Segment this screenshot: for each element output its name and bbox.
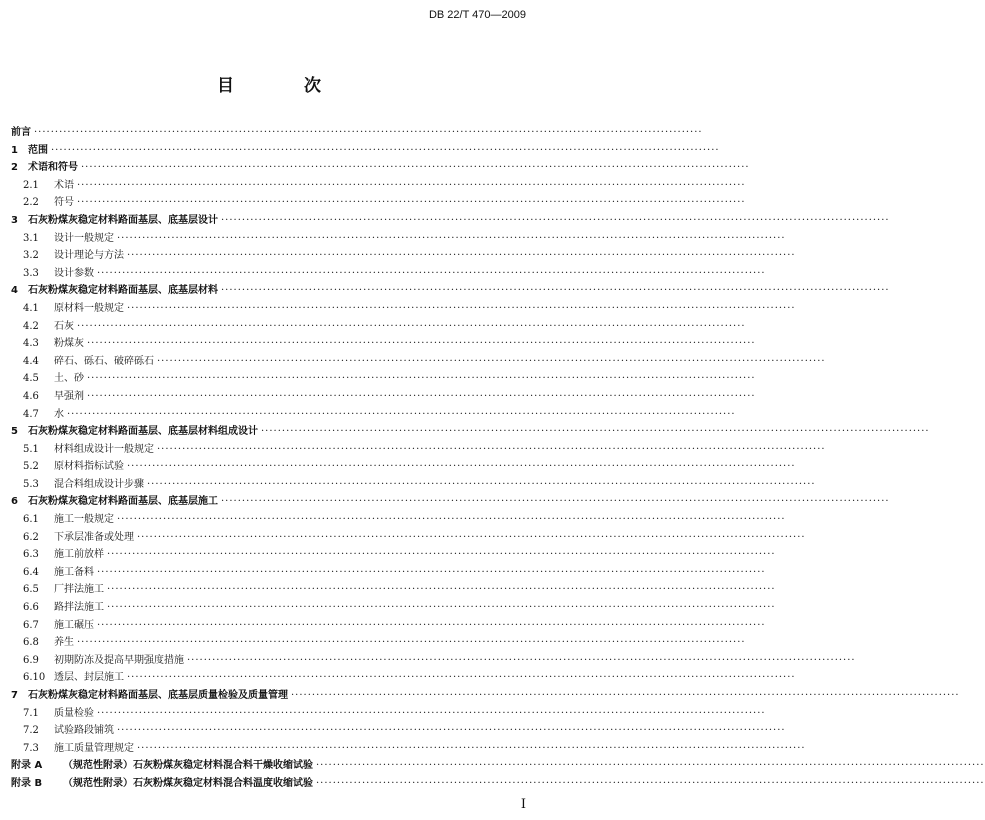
toc-entry-number: 4.1 [23, 302, 39, 314]
toc-entry-title: 设计参数 [54, 267, 94, 279]
toc-entry[interactable] [11, 406, 736, 424]
toc-entry[interactable] [11, 142, 720, 160]
toc-entry-title: 材料组成设计一般规定 [54, 443, 154, 455]
toc-leader-dots: ································································································································································ [221, 214, 890, 226]
toc-entry-number: 7.2 [23, 725, 39, 737]
toc-entry[interactable] [11, 511, 786, 529]
toc-entry-number: 7.1 [23, 707, 39, 719]
toc-entry[interactable] [11, 599, 776, 617]
toc-entry[interactable] [11, 581, 776, 599]
toc-leader-dots: ································································································································································ [81, 162, 750, 174]
toc-leader-dots: ································································································································································ [127, 461, 796, 473]
toc-entry-number: 6.10 [23, 672, 46, 684]
toc-leader-dots: ································································································································································ [221, 496, 890, 508]
toc-entry[interactable] [11, 194, 746, 212]
page-number: I [520, 797, 526, 812]
toc-entry[interactable] [11, 441, 826, 459]
toc-entry-title: 粉煤灰 [54, 338, 84, 350]
toc-entry-number: 4.3 [23, 338, 39, 350]
toc-entry[interactable] [11, 687, 960, 705]
toc-entry[interactable] [11, 370, 756, 388]
toc-entry[interactable] [11, 634, 746, 652]
toc-entry-number: 6.5 [23, 584, 39, 596]
toc-leader-dots: ································································································································································ [77, 197, 746, 209]
toc-entry-number: 6.6 [23, 602, 39, 614]
toc-leader-dots: ································································································································································ [127, 302, 796, 314]
toc-leader-dots: ································································································································································ [127, 672, 796, 684]
toc-entry-title: 石灰粉煤灰稳定材料路面基层、底基层材料 [28, 285, 218, 297]
toc-entry[interactable] [11, 476, 816, 494]
toc-entry[interactable] [11, 617, 766, 635]
toc-leader-dots: ································································································································································ [117, 725, 786, 737]
toc-entry[interactable] [11, 247, 796, 265]
toc-entry[interactable] [11, 423, 930, 441]
toc-entry-number: 3.2 [23, 250, 39, 262]
toc-leader-dots: ································································································································································ [97, 566, 766, 578]
toc-entry-number: 2.2 [23, 197, 39, 209]
toc-entry-title: 早强剂 [54, 390, 84, 402]
toc-entry-title: 原材料指标试验 [54, 461, 124, 473]
toc-entry-number: 3 [11, 214, 18, 226]
toc-entry-title: 施工前放样 [54, 549, 104, 561]
toc-entry-title: 石灰 [54, 320, 74, 332]
toc-entry-title: 术语和符号 [28, 162, 78, 174]
toc-entry-title: 水 [54, 408, 64, 420]
toc-entry[interactable] [11, 740, 806, 758]
toc-leader-dots: ································································································································································ [34, 127, 703, 138]
toc-leader-dots: ································································································································································ [127, 250, 796, 262]
toc-entry-number: 1 [11, 144, 18, 156]
toc-entry[interactable] [11, 564, 766, 582]
toc-entry[interactable] [11, 230, 786, 248]
toc-leader-dots: ································································································································································ [137, 531, 806, 543]
toc-leader-dots: ································································································································································ [291, 690, 960, 701]
toc-entry-number: 4.7 [23, 408, 39, 420]
toc-entry-number: 6.1 [23, 514, 39, 526]
toc-entry-title: 施工一般规定 [54, 514, 114, 526]
toc-entry-number: 4.2 [23, 320, 39, 332]
toc-leader-dots: ································································································································································ [147, 478, 816, 490]
toc-entry-title: 质量检验 [54, 707, 94, 719]
toc-entry[interactable] [11, 757, 985, 775]
toc-leader-dots: ································································································································································ [117, 514, 786, 526]
toc-leader-dots: ································································································································································ [87, 373, 756, 385]
toc-entry-number: 3.1 [23, 232, 39, 244]
toc-entry-title: 初期防冻及提高早期强度措施 [54, 654, 184, 666]
toc-entry[interactable] [11, 124, 703, 142]
toc-entry[interactable] [11, 282, 890, 300]
toc-entry[interactable] [11, 775, 985, 793]
toc-leader-dots: ································································································································································ [77, 179, 746, 191]
toc-entry-number: 6 [11, 496, 18, 508]
toc-entry[interactable] [11, 265, 766, 283]
toc-entry[interactable] [11, 353, 826, 371]
page-title: 目 次 [217, 76, 353, 96]
toc-entry[interactable] [11, 458, 796, 476]
toc-leader-dots: ································································································································································ [157, 443, 826, 455]
toc-entry-number: 6.2 [23, 531, 39, 543]
toc-entry[interactable] [11, 212, 890, 230]
toc-entry[interactable] [11, 652, 856, 670]
toc-entry[interactable] [11, 529, 806, 547]
toc-entry-title: 下承层准备或处理 [54, 531, 134, 543]
toc-entry[interactable] [11, 318, 746, 336]
toc-leader-dots: ································································································································································ [97, 619, 766, 631]
toc-entry-title: （规范性附录）石灰粉煤灰稳定材料混合料温度收缩试验 [63, 777, 313, 789]
toc-entry[interactable] [11, 300, 796, 318]
toc-entry[interactable] [11, 388, 756, 406]
toc-leader-dots: ································································································································································ [261, 426, 930, 438]
toc-entry-title: 设计一般规定 [54, 232, 114, 244]
toc-entry-number: 2 [11, 162, 18, 174]
toc-entry-title: 养生 [54, 637, 74, 649]
toc-entry-number: 5.1 [23, 443, 39, 455]
toc-leader-dots: ································································································································································ [137, 742, 806, 754]
toc-entry-number: 4 [11, 285, 18, 297]
toc-entry-number: 6.8 [23, 637, 39, 649]
toc-entry-number: 6.7 [23, 619, 39, 631]
toc-leader-dots: ································································································································································ [316, 777, 985, 789]
toc-entry-title: 石灰粉煤灰稳定材料路面基层、底基层设计 [28, 214, 218, 226]
toc-entry[interactable] [11, 335, 756, 353]
toc-leader-dots: ································································································································································ [221, 285, 890, 297]
toc-leader-dots: ································································································································································ [51, 144, 720, 156]
document-code: DB 22/T 470—2009 [428, 9, 526, 21]
toc-entry-title: 原材料一般规定 [54, 302, 124, 314]
toc-entry[interactable] [11, 493, 890, 511]
toc-entry[interactable] [11, 669, 796, 687]
toc-entry-number: 4.5 [23, 373, 39, 385]
toc-leader-dots: ································································································································································ [107, 549, 776, 561]
toc-entry-number: 5.3 [23, 478, 39, 490]
toc-entry-number: 6.4 [23, 566, 39, 578]
toc-entry[interactable] [11, 722, 786, 740]
toc-entry-number: 7.3 [23, 742, 39, 754]
toc-entry-title: 施工备料 [54, 566, 94, 578]
toc-entry-number: 5.2 [23, 461, 39, 473]
toc-leader-dots: ································································································································································ [157, 355, 826, 367]
toc-leader-dots: ································································································································································ [77, 637, 746, 649]
toc-entry[interactable] [11, 546, 776, 564]
toc-entry-title: 厂拌法施工 [54, 584, 104, 596]
toc-entry-title: 范围 [28, 144, 48, 156]
toc-entry-title: 混合料组成设计步骤 [54, 478, 144, 490]
toc-leader-dots: ································································································································································ [117, 232, 786, 244]
toc-leader-dots: ································································································································································ [97, 267, 766, 279]
toc-entry-title: 试验路段铺筑 [54, 725, 114, 737]
toc-leader-dots: ································································································································································ [87, 390, 756, 402]
toc-entry-title: 碎石、砾石、破碎砾石 [54, 355, 154, 367]
toc-entry-number: 3.3 [23, 267, 39, 279]
toc-entry-title: 石灰粉煤灰稳定材料路面基层、底基层材料组成设计 [28, 426, 258, 438]
toc-entry-number: 4.6 [23, 390, 39, 402]
toc-leader-dots: ································································································································································ [87, 338, 756, 350]
toc-entry-title: 石灰粉煤灰稳定材料路面基层、底基层质量检验及质量管理 [28, 690, 288, 701]
toc-entry[interactable] [11, 159, 750, 177]
toc-entry-title: 施工质量管理规定 [54, 742, 134, 754]
toc-entry-number: 前言 [11, 127, 31, 138]
toc-entry[interactable] [11, 705, 766, 723]
toc-leader-dots: ································································································································································ [107, 584, 776, 596]
toc-leader-dots: ································································································································································ [77, 320, 746, 332]
toc-entry-number: 附录 B [11, 777, 43, 789]
toc-entry-title: 符号 [54, 197, 74, 209]
toc-entry-title: 设计理论与方法 [54, 250, 124, 262]
toc-entry-title: 土、砂 [54, 373, 84, 385]
toc-leader-dots: ································································································································································ [97, 707, 766, 719]
toc-leader-dots: ································································································································································ [67, 408, 736, 420]
toc-entry-number: 5 [11, 426, 18, 438]
toc-entry-title: （规范性附录）石灰粉煤灰稳定材料混合料干燥收缩试验 [63, 760, 313, 772]
toc-entry-number: 2.1 [23, 179, 39, 191]
toc-entry-number: 6.9 [23, 654, 39, 666]
toc-entry-title: 石灰粉煤灰稳定材料路面基层、底基层施工 [28, 496, 218, 508]
toc-entry-number: 附录 A [11, 760, 43, 772]
toc-entry[interactable] [11, 177, 746, 195]
toc-entry-number: 6.3 [23, 549, 39, 561]
toc-entry-title: 透层、封层施工 [54, 672, 124, 684]
toc-entry-number: 4.4 [23, 355, 39, 367]
toc-entry-title: 术语 [54, 179, 74, 191]
toc-entry-title: 路拌法施工 [54, 602, 104, 614]
toc-entry-title: 施工碾压 [54, 619, 94, 631]
toc-entry-number: 7 [11, 690, 18, 701]
table-of-contents [11, 124, 985, 793]
toc-leader-dots: ································································································································································ [187, 654, 856, 666]
toc-leader-dots: ································································································································································ [107, 602, 776, 614]
toc-leader-dots: ································································································································································ [316, 760, 985, 772]
